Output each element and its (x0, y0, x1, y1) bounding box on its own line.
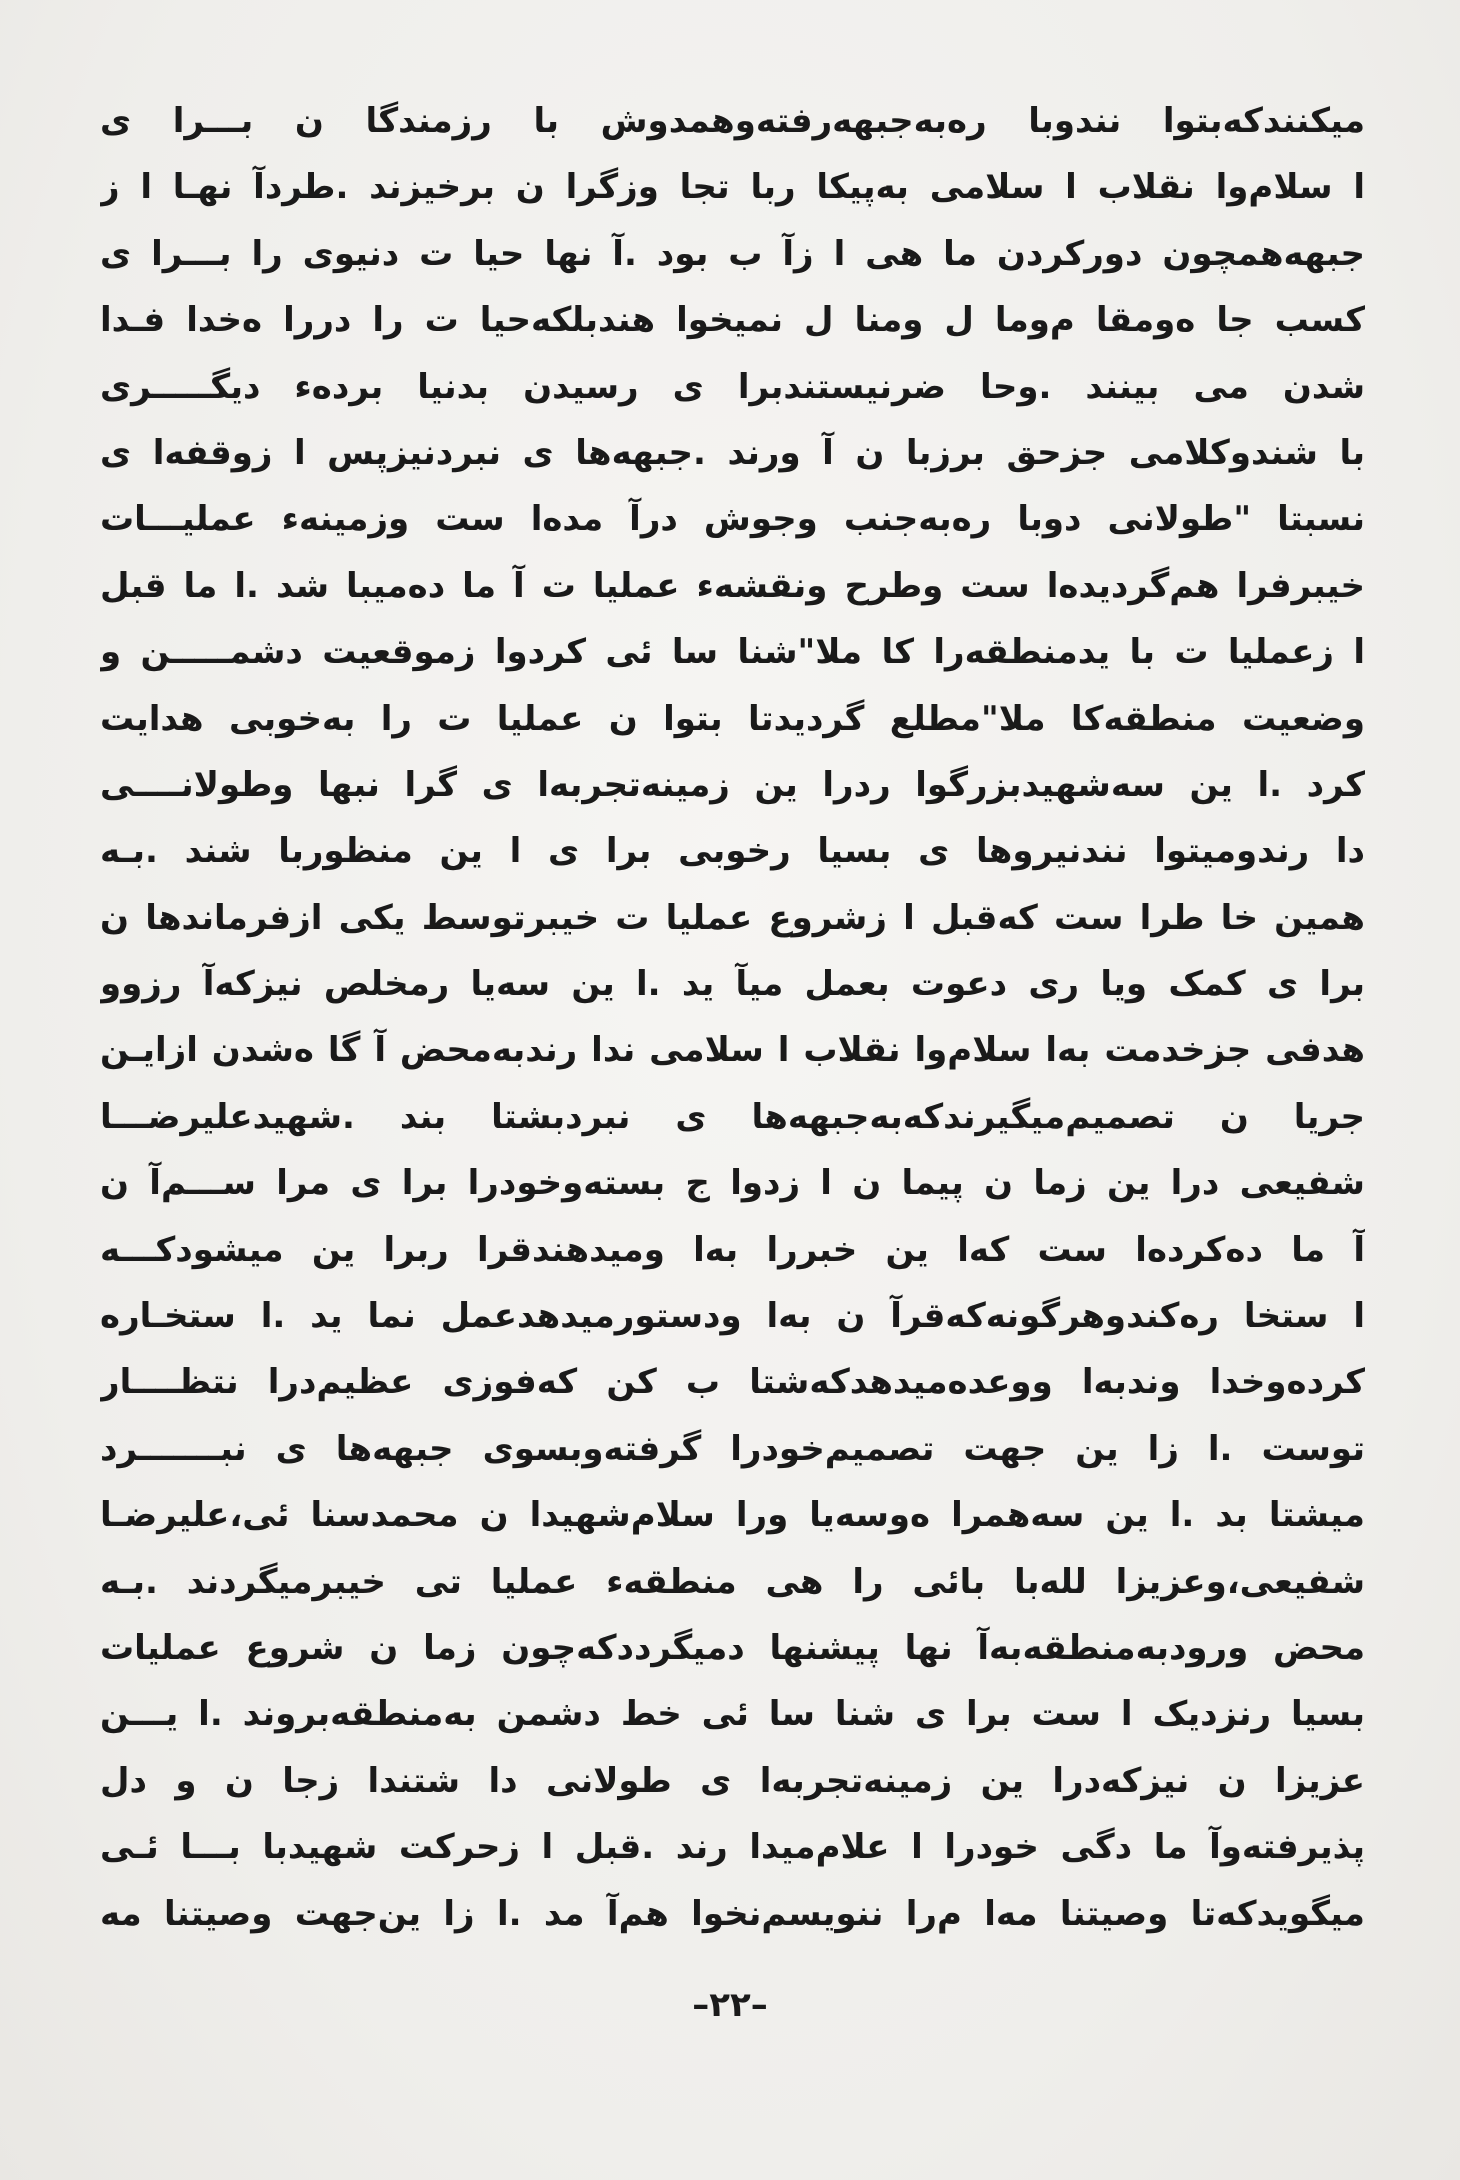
text-line: با شندوکلامی جزحق برزبا ن آ ورند .جبهه‌ها ی نبردنیزپس ا زوقفه‌ا ی (100, 432, 1365, 473)
text-line: شدن می بینند .وحا ضرنیستندبرا ی رسیدن بدنیا برده‌ء دیگـــــری (100, 366, 1365, 407)
text-line: شفیعی درا ین زما ن پیما ن ا زدوا ج بسته‌وخودرا برا ی مرا ســـم‌آ ن (100, 1163, 1365, 1204)
text-line: عزیزا ن نیزکه‌درا ین زمینه‌تجربه‌ا ی طولانی دا شتندا زجا ن و دل (100, 1760, 1365, 1801)
body-text (100, 88, 1365, 1947)
text-line: بسیا رنزدیک ا ست برا ی شنا سا ئی خط دشمن به‌منطقه‌بروند .ا یـــن (100, 1694, 1365, 1735)
text-line: پذیرفته‌وآ ما دگی خودرا ا علام‌میدا رند .قبل ا زحرکت شهیدبا بـــا ئـی (100, 1827, 1365, 1868)
text-line: ا زعملیا ت با یدمنطقه‌را کا ملا"شنا سا ئی کردوا زموقعیت دشمـــــن و (100, 632, 1365, 673)
text-line: کسب جا ه‌ومقا م‌وما ل ومنا ل نمیخوا هند‌بلکه‌حیا ت را دررا ه‌خدا فـدا (100, 300, 1365, 341)
text-line: برا ی کمک ویا ری دعوت بعمل میآ ید .ا ین سه‌یا رمخلص نیزکه‌آ رزوو (100, 964, 1365, 1005)
text-line: میکنندکه‌بتوا نندو‌با ر‌ه‌به‌جبهه‌رفته‌وهمدوش با رزمندگا ن بـــرا ی (100, 101, 1365, 141)
text-line: جبهه‌همچون دورکردن ما هی ا ز‌آ ب بود .آ نها حیا ت دنیوی را بـــرا ی (100, 233, 1365, 274)
text-line: کرده‌وخدا وندبه‌ا ووعده‌میدهدکه‌شتا ب کن که‌فوزی عظیم‌درا نتظــــار (100, 1362, 1365, 1403)
text-line: دا رندومیتوا نندنیروها ی بسیا رخوبی برا ی ا ین منظوربا شند .بـه (100, 831, 1365, 872)
text-line: میگویدکه‌تا وصیتنا مه‌ا م‌را ننویسم‌نخوا هم‌آ مد .ا زا ین‌جهت وصیتنا مه (100, 1893, 1365, 1934)
text-line: ا سلام‌وا نقلاب ا سلامی به‌پیکا ربا تجا وزگرا ن برخیزند .طرد‌آ نهـا ا ز (100, 167, 1365, 208)
text-line: جریا ن تصمیم‌میگیرندکه‌به‌جبهه‌ها ی نبردبشتا بند .شهیدعلیرضـــا (100, 1096, 1365, 1137)
text-line: آ ما ده‌کرده‌ا ست که‌ا ین خبررا به‌ا ومیدهندقرا ربرا ین میشودکـــه (100, 1229, 1365, 1270)
text-line: هدفی جزخدمت به‌ا سلام‌وا نقلاب ا سلامی ندا رندبه‌محض آ گا ه‌شدن ازایـن (100, 1030, 1365, 1071)
text-line: میشتا بد .ا ین سه‌همرا ه‌وسه‌یا ورا سلام‌شهیدا ن محمدسنا ئی،علیرضـا (100, 1495, 1365, 1536)
text-line: وضعیت منطقه‌کا ملا"مطلع گردیدتا بتوا ن عملیا ت را به‌خوبی هدایت (100, 698, 1365, 739)
text-line: نسبتا "طولانی دوبا ره‌به‌جنب وجوش درآ مده‌ا ست وزمینه‌ء عملیـــات (100, 499, 1365, 540)
text-line: محض ورودبه‌منطقه‌به‌آ نها پیشنها دمیگرددکه‌چون زما ن شروع عملیات (100, 1627, 1365, 1668)
text-line: کرد .ا ین سه‌شهیدبزرگوا ردرا ین زمینه‌تجربه‌ا ی گرا نبها وطولانــــی (100, 764, 1365, 805)
text-line: شفیعی،وعزیزا لله‌با بائی را هی منطقه‌ء عملیا تی خیبرمیگردند .بـه (100, 1561, 1365, 1602)
text-line: همین خا طرا ست که‌قبل ا زشروع عملیا ت خیبرتوسط یکی ازفرماندها ن (100, 897, 1365, 938)
text-line: توست .ا زا ین جهت تصمیم‌خودرا گرفته‌وبسوی جبهه‌ها ی نبـــــــرد (100, 1428, 1365, 1469)
text-line: ا ستخا ره‌کندوهرگونه‌که‌قرآ ن به‌ا ودستورمیدهدعمل نما ید .ا ستخـاره (100, 1296, 1365, 1337)
text-line: خیبرفرا هم‌گردیده‌ا ست وطرح ونقشه‌ء عملیا ت آ ما ده‌میبا شد .ا ما قبل (100, 565, 1365, 606)
page-number: –۲۲– (692, 1985, 768, 2025)
